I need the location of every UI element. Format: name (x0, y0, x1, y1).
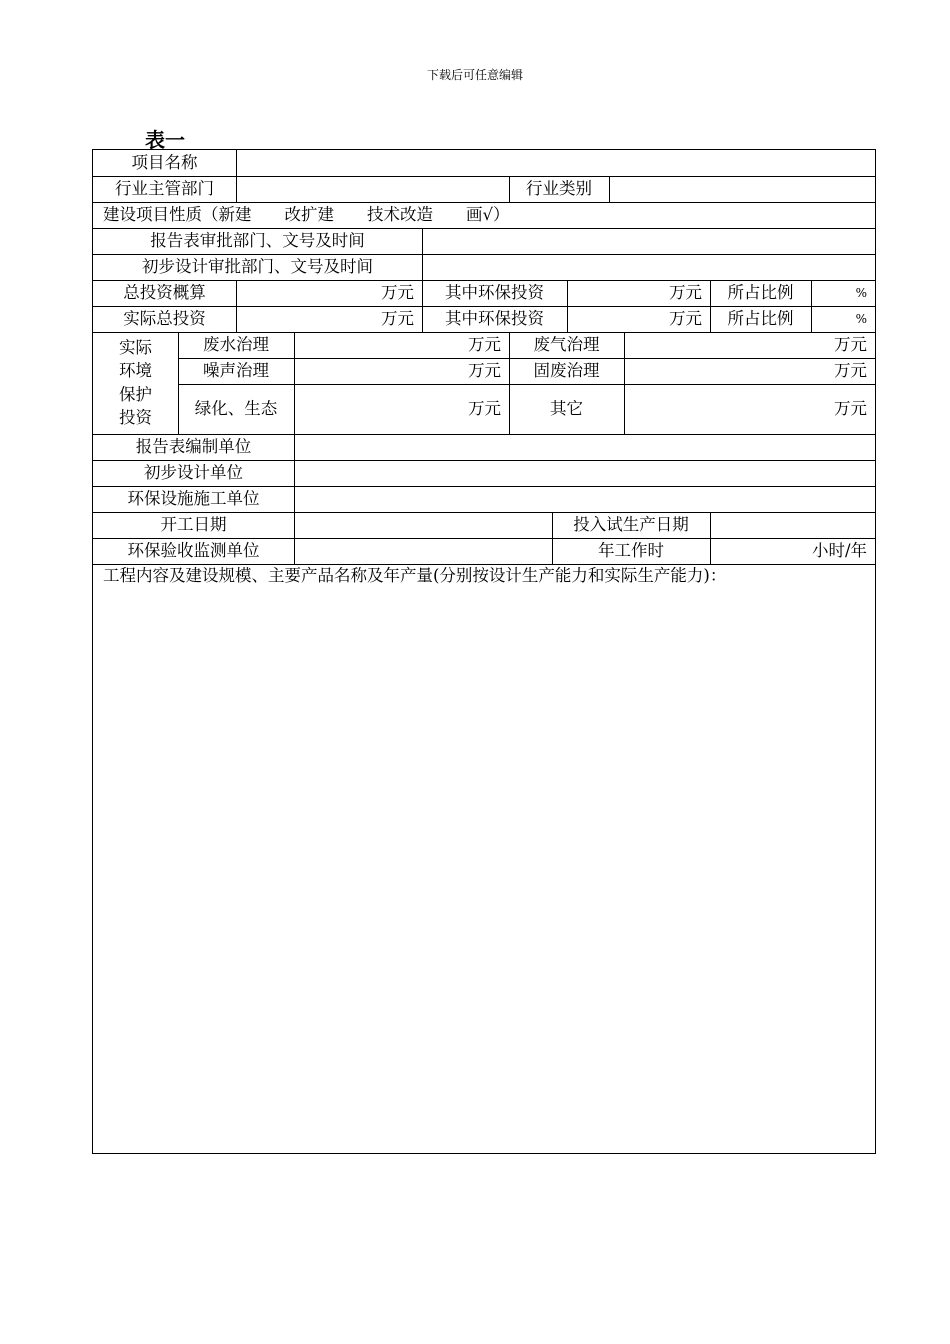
wastegas-unit: 万元 (834, 334, 867, 354)
annual-hours-label: 年工作时 (598, 540, 664, 560)
report-approval-field[interactable] (422, 228, 875, 254)
start-date-field[interactable] (294, 512, 552, 538)
dept-label: 行业主管部门 (115, 178, 214, 198)
env-col-line-1: 实际 (119, 337, 152, 357)
noise-label: 噪声治理 (203, 360, 269, 380)
wastewater-label: 废水治理 (203, 334, 269, 354)
industry-type-label: 行业类别 (526, 178, 592, 198)
design-approval-label: 初步设计审批部门、文号及时间 (142, 256, 373, 276)
project-name-label: 项目名称 (131, 152, 198, 172)
noise-unit: 万元 (468, 360, 501, 380)
project-nature-text: 建设项目性质（新建 改扩建 技术改造 画√） (103, 204, 510, 224)
report-approval-label: 报告表审批部门、文号及时间 (150, 230, 365, 250)
env-col-line-4: 投资 (119, 408, 152, 428)
other-label: 其它 (550, 398, 583, 418)
construction-unit-field[interactable] (294, 486, 875, 512)
wastegas-label: 废气治理 (533, 334, 600, 354)
actual-env-invest-label: 其中环保投资 (445, 308, 544, 328)
start-date-label: 开工日期 (160, 514, 227, 534)
other-unit: 万元 (834, 398, 867, 418)
actual-ratio-percent: % (855, 312, 867, 326)
actual-invest-label: 实际总投资 (123, 308, 206, 328)
report-unit-label: 报告表编制单位 (135, 436, 252, 456)
dept-field[interactable] (236, 176, 509, 202)
trial-date-label: 投入试生产日期 (573, 514, 689, 534)
env-invest-unit: 万元 (669, 282, 702, 302)
actual-env-invest-unit: 万元 (669, 308, 702, 328)
construction-unit-label: 环保设施施工单位 (127, 488, 260, 508)
design-unit-field[interactable] (294, 460, 875, 486)
project-info-form (92, 149, 876, 1154)
solidwaste-unit: 万元 (834, 360, 867, 380)
env-col-line-3: 保护 (119, 384, 152, 404)
design-unit-label: 初步设计单位 (144, 462, 243, 482)
ratio-percent: % (855, 286, 867, 300)
industry-type-field[interactable] (609, 176, 875, 202)
wastewater-unit: 万元 (468, 334, 501, 354)
project-content-label: 工程内容及建设规模、主要产品名称及年产量(分别按设计生产能力和实际生产能力)： (103, 566, 727, 585)
design-approval-field[interactable] (422, 254, 875, 280)
env-protection-invest-label (93, 332, 178, 434)
monitor-unit-field[interactable] (294, 538, 552, 564)
annual-hours-unit: 小时/年 (811, 540, 867, 560)
actual-invest-unit: 万元 (381, 308, 414, 328)
monitor-unit-label: 环保验收监测单位 (127, 540, 260, 560)
header-note: 下载后可任意编辑 (426, 68, 523, 82)
project-content-area[interactable] (93, 596, 875, 1152)
project-name-field[interactable] (236, 150, 875, 176)
actual-ratio-label: 所占比例 (727, 308, 794, 328)
ratio-label: 所占比例 (727, 282, 794, 302)
env-col-line-2: 环境 (119, 361, 152, 381)
total-invest-unit: 万元 (381, 282, 414, 302)
total-invest-label: 总投资概算 (123, 282, 206, 302)
report-unit-field[interactable] (294, 434, 875, 460)
greening-unit: 万元 (468, 398, 501, 418)
solidwaste-label: 固废治理 (533, 360, 600, 380)
trial-date-field[interactable] (710, 512, 875, 538)
env-invest-label: 其中环保投资 (445, 282, 544, 302)
table-title: 表一 (145, 128, 185, 152)
greening-label: 绿化、生态 (194, 398, 278, 418)
